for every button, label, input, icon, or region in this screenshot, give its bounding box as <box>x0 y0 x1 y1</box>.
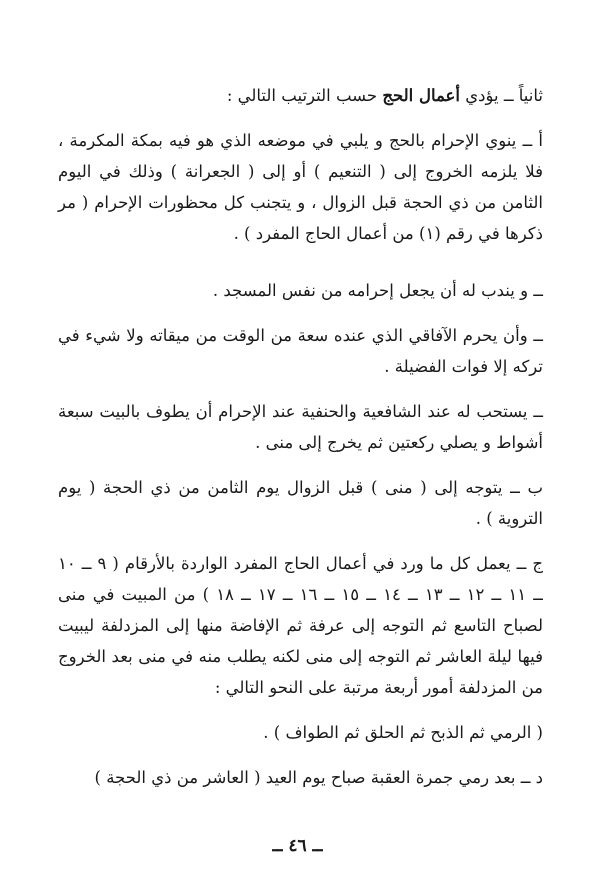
paragraph-tawaf-before-mina: ــ يستحب له عند الشافعية والحنفية عند الإحرام أن يطوف بالبيت سبعة أشواط و يصلي ركعتين ثم يخرج إلى منى . <box>58 402 543 452</box>
paragraph-dal: د ــ بعد رمي جمرة العقبة صباح يوم العيد ( العاشر من ذي الحجة ) <box>94 768 543 787</box>
paragraph-order-of-rites: ( الرمي ثم الذبح ثم الحلق ثم الطواف ) . <box>263 723 543 742</box>
paragraph-jim: ج ــ يعمل كل ما ورد في أعمال الحاج المفرد الواردة بالأرقام ( ٩ ــ ١٠ ــ ١١ ــ ١٢ ــ ١٣ ــ ١٤ ــ ١٥ ــ ١٦ ــ ١٧ ــ ١٨ ) من المبيت في منى لصباح التاسع ثم التوجه إلى عرفة ثم الإفاضة منها إلى المزدلفة ليبيت فيها ليلة العاشر ثم التوجه إلى منى لكنه يطلب منه في منى بعد الخروج من المزدلفة أمور أربعة مرتبة على النحو التالي : <box>58 554 543 697</box>
paragraph-ba: ب ــ يتوجه إلى ( منى ) قبل الزوال يوم الثامن من ذي الحجة ( يوم التروية ) . <box>58 478 543 528</box>
paragraph-afaqi-miqat: ــ وأن يحرم الآفاقي الذي عنده سعة من الوقت من ميقاته ولا شيء في تركه إلا فوات الفضيلة . <box>58 326 543 376</box>
paragraph-ihram-from-mosque: ــ و يندب له أن يجعل إحرامه من نفس المسجد . <box>212 281 543 300</box>
section-heading <box>58 80 543 111</box>
heading-bold-term: أعمال الحج <box>382 86 460 105</box>
heading-prefix: ثانياً ــ يؤدي <box>460 86 543 105</box>
heading-suffix: حسب الترتيب التالي : <box>226 86 383 105</box>
paragraph-alif: أ ــ ينوي الإحرام بالحج و يلبي في موضعه الذي هو فيه بمكة المكرمة ، فلا يلزمه الخروج إلى ( التنعيم ) أو إلى ( الجعرانة ) وذلك في اليوم الثامن من ذي الحجة قبل الزوال ، و يتجنب كل محظورات الإحرام ( مر ذكرها في رقم (١) من أعمال الحاج المفرد ) . <box>58 131 543 243</box>
page-number: ــ ٤٦ ــ <box>272 836 323 856</box>
